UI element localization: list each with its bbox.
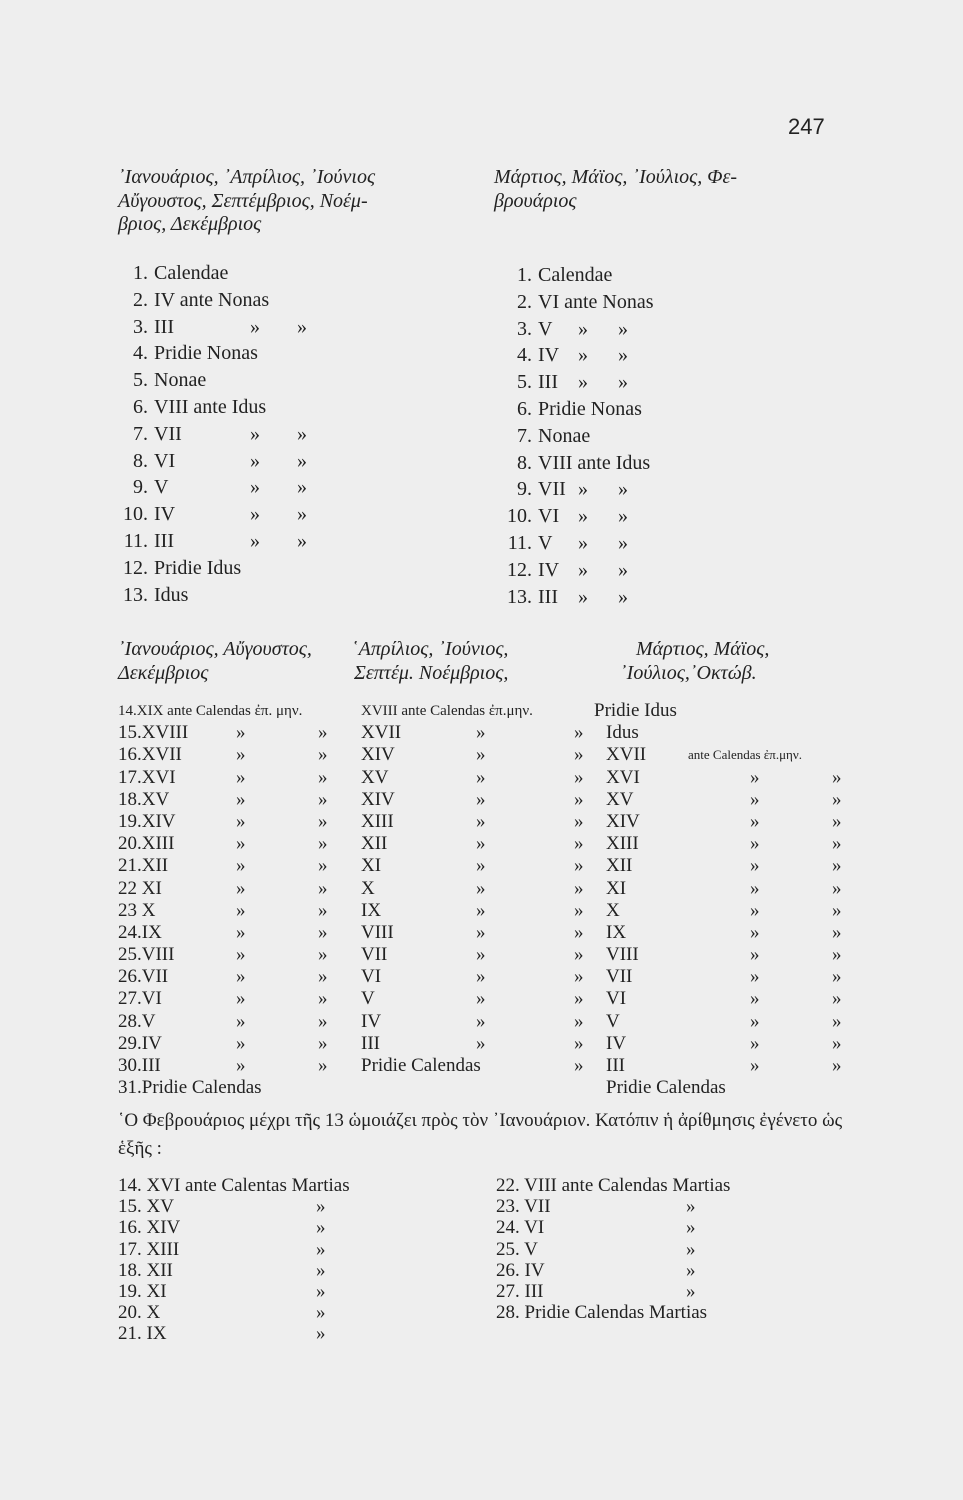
cell-col3: XIV bbox=[606, 810, 640, 832]
day-label: VI bbox=[538, 505, 560, 528]
ditto-mark: » bbox=[318, 1010, 328, 1032]
february-left: 14. XVI ante Calentas Martias bbox=[118, 1175, 350, 1196]
list-item bbox=[100, 260, 269, 287]
heading-line: ᾿Ιανουάριος, Αὔγουστος, bbox=[118, 638, 312, 660]
ditto-mark: » bbox=[476, 899, 486, 921]
ditto-mark: » bbox=[574, 1010, 584, 1032]
day-label: Nonae bbox=[154, 369, 207, 392]
ditto-mark: » bbox=[574, 921, 584, 943]
ditto-mark: » bbox=[578, 505, 588, 528]
ditto-mark: » bbox=[476, 1032, 486, 1054]
february-right: 23. VII bbox=[496, 1196, 551, 1218]
february-left: 18. XII bbox=[118, 1259, 173, 1281]
ditto-mark: » bbox=[578, 371, 588, 394]
list-item bbox=[484, 450, 654, 477]
february-left: 19. XI bbox=[118, 1280, 167, 1302]
list-item bbox=[100, 287, 269, 314]
ditto-mark: » bbox=[578, 531, 588, 554]
day-number: 13. bbox=[123, 583, 148, 606]
ditto-mark: » bbox=[318, 833, 328, 855]
ditto-mark: » bbox=[686, 1280, 696, 1302]
ditto-mark: » bbox=[574, 788, 584, 810]
ditto-mark: » bbox=[618, 371, 628, 394]
ditto-mark: » bbox=[832, 855, 842, 877]
cell-col1: 16.XVII bbox=[118, 744, 182, 766]
ditto-mark: » bbox=[574, 1055, 584, 1076]
list-item bbox=[100, 421, 307, 448]
ditto-mark: » bbox=[832, 833, 842, 855]
february-left: 15. XV bbox=[118, 1196, 174, 1218]
heading-line: Δεκέμβριος bbox=[118, 661, 209, 684]
ditto-mark: » bbox=[574, 810, 584, 832]
ditto-mark: » bbox=[318, 810, 328, 832]
day-label: Pridie Idus bbox=[154, 556, 242, 579]
day-number: 9. bbox=[517, 478, 532, 501]
ditto-mark: » bbox=[250, 529, 260, 552]
ditto-mark: » bbox=[476, 921, 486, 943]
ditto-mark: » bbox=[750, 833, 760, 855]
cell-col3: III bbox=[606, 1055, 625, 1076]
ditto-mark: » bbox=[832, 944, 842, 966]
day-label: Nonae bbox=[538, 424, 591, 447]
february-left: 17. XIII bbox=[118, 1238, 180, 1260]
ditto-mark: » bbox=[318, 988, 328, 1010]
cell-col3: Idus bbox=[606, 722, 639, 744]
ditto-mark: » bbox=[574, 833, 584, 855]
day-number: 6. bbox=[517, 397, 532, 420]
ditto-mark: » bbox=[476, 855, 486, 877]
ditto-mark: » bbox=[618, 531, 628, 554]
ditto-mark: » bbox=[832, 766, 842, 788]
ditto-mark: » bbox=[578, 478, 588, 501]
ditto-mark: » bbox=[236, 766, 246, 788]
ditto-mark: » bbox=[686, 1238, 696, 1260]
list-item bbox=[100, 528, 307, 555]
day-label: VI ante Nonas bbox=[538, 290, 654, 313]
cell-col3: VII bbox=[606, 966, 633, 988]
ditto-mark: » bbox=[297, 422, 307, 445]
day-number: 5. bbox=[133, 369, 148, 392]
ditto-mark: » bbox=[476, 744, 486, 766]
ditto-mark: » bbox=[236, 966, 246, 988]
cell-col2: XVII bbox=[361, 722, 402, 744]
day-label: V bbox=[538, 317, 553, 340]
left-heading bbox=[118, 166, 375, 237]
cell-col1: 15.XVIII bbox=[118, 722, 189, 744]
right-heading bbox=[494, 166, 737, 213]
ditto-mark: » bbox=[316, 1196, 326, 1218]
cell-col3: XVII bbox=[606, 744, 647, 766]
day-label: IV bbox=[538, 558, 560, 581]
february-left: 16. XIV bbox=[118, 1217, 181, 1239]
ditto-mark: » bbox=[236, 899, 246, 921]
cell-col3: VIII bbox=[606, 944, 639, 966]
right-month-list bbox=[484, 262, 654, 610]
ditto-mark: » bbox=[236, 877, 246, 899]
cell-col3: Pridie Idus bbox=[594, 700, 677, 721]
cell-col3: X bbox=[606, 899, 620, 921]
cell-col3: V bbox=[606, 1010, 620, 1032]
ditto-mark: » bbox=[578, 585, 588, 608]
ditto-mark: » bbox=[236, 722, 246, 744]
ditto-mark: » bbox=[250, 476, 260, 499]
day-label: VI bbox=[154, 449, 176, 472]
left-month-list bbox=[100, 260, 307, 608]
ditto-mark: » bbox=[618, 317, 628, 340]
cell-col1: 19.XIV bbox=[118, 810, 176, 832]
ditto-mark: » bbox=[236, 988, 246, 1010]
day-number: 7. bbox=[133, 422, 148, 445]
cell-col3: IV bbox=[606, 1032, 627, 1054]
cell-col3: XI bbox=[606, 877, 627, 899]
list-item bbox=[100, 582, 269, 609]
list-item bbox=[100, 448, 307, 475]
cell-col2: III bbox=[361, 1032, 380, 1054]
ditto-mark: » bbox=[832, 966, 842, 988]
cell-col1: 24.IX bbox=[118, 921, 162, 943]
list-item bbox=[100, 394, 269, 421]
heading-line: ᾿Ιανουάριος, ᾿Απρίλιος, ᾿Ιούνιος bbox=[118, 166, 376, 188]
day-label: Calendae bbox=[538, 264, 613, 286]
day-number: 10. bbox=[123, 503, 148, 526]
list-item bbox=[484, 530, 654, 557]
cell-col2: XI bbox=[361, 855, 382, 877]
cell-col1: 29.IV bbox=[118, 1032, 162, 1054]
ditto-mark: » bbox=[750, 1010, 760, 1032]
ditto-mark: » bbox=[574, 877, 584, 899]
day-number: 3. bbox=[133, 315, 148, 338]
ditto-mark: » bbox=[618, 585, 628, 608]
ditto-mark: » bbox=[297, 449, 307, 472]
cell-col1: 28.V bbox=[118, 1010, 156, 1032]
cell-col2: Pridie Calendas bbox=[361, 1055, 481, 1076]
table-header-col1 bbox=[118, 638, 312, 685]
ditto-mark: » bbox=[236, 810, 246, 832]
day-number: 8. bbox=[133, 449, 148, 472]
ditto-mark: » bbox=[316, 1217, 326, 1239]
day-number: 3. bbox=[517, 317, 532, 340]
day-label: IV bbox=[154, 503, 176, 526]
cell-col1: 27.VI bbox=[118, 988, 162, 1010]
day-number: 2. bbox=[133, 288, 148, 311]
day-number: 4. bbox=[517, 344, 532, 367]
cell-col3: IX bbox=[606, 921, 627, 943]
cell-col3: XII bbox=[606, 855, 633, 877]
day-label: III bbox=[538, 585, 558, 608]
ditto-mark: » bbox=[297, 503, 307, 526]
ditto-mark: » bbox=[476, 833, 486, 855]
day-number: 1. bbox=[133, 262, 148, 284]
cell-col3-note: ante Calendas ἐπ.μην. bbox=[688, 747, 802, 763]
ditto-mark: » bbox=[316, 1238, 326, 1260]
ditto-mark: » bbox=[318, 1032, 328, 1054]
ditto-mark: » bbox=[574, 744, 584, 766]
cell-col2: XIV bbox=[361, 744, 395, 766]
ditto-mark: » bbox=[318, 744, 328, 766]
heading-line: ῾Απρίλιος, ᾿Ιούνιος, bbox=[352, 638, 509, 660]
day-number: 11. bbox=[123, 529, 148, 552]
ditto-mark: » bbox=[832, 1032, 842, 1054]
list-item bbox=[100, 367, 269, 394]
ditto-mark: » bbox=[750, 1032, 760, 1054]
ditto-mark: » bbox=[476, 966, 486, 988]
day-label: III bbox=[538, 371, 558, 394]
ditto-mark: » bbox=[236, 1055, 246, 1076]
ditto-mark: » bbox=[476, 944, 486, 966]
ditto-mark: » bbox=[318, 944, 328, 966]
day-number: 11. bbox=[507, 531, 532, 554]
ditto-mark: » bbox=[250, 503, 260, 526]
ditto-mark: » bbox=[832, 788, 842, 810]
ditto-mark: » bbox=[318, 921, 328, 943]
day-label: VIII ante Idus bbox=[154, 395, 267, 418]
february-right: 24. VI bbox=[496, 1217, 545, 1239]
cell-col3: XV bbox=[606, 788, 634, 810]
ditto-mark: » bbox=[574, 988, 584, 1010]
ditto-mark: » bbox=[750, 944, 760, 966]
ditto-mark: » bbox=[750, 766, 760, 788]
ditto-mark: » bbox=[318, 788, 328, 810]
ditto-mark: » bbox=[236, 1010, 246, 1032]
list-item bbox=[484, 423, 654, 450]
ditto-mark: » bbox=[316, 1323, 326, 1345]
ditto-mark: » bbox=[686, 1259, 696, 1281]
cell-col2: VII bbox=[361, 944, 388, 966]
day-number: 7. bbox=[517, 424, 532, 447]
ditto-mark: » bbox=[318, 855, 328, 877]
ditto-mark: » bbox=[578, 558, 588, 581]
ditto-mark: » bbox=[750, 855, 760, 877]
ditto-mark: » bbox=[750, 988, 760, 1010]
february-right: 28. Pridie Calendas Martias bbox=[496, 1302, 708, 1324]
ditto-mark: » bbox=[297, 315, 307, 338]
ditto-mark: » bbox=[318, 899, 328, 921]
ditto-mark: » bbox=[832, 810, 842, 832]
ditto-mark: » bbox=[476, 877, 486, 899]
cell-col2: XV bbox=[361, 766, 389, 788]
ditto-mark: » bbox=[578, 344, 588, 367]
february-left: 21. IX bbox=[118, 1323, 167, 1345]
cell-col3: Pridie Calendas bbox=[606, 1077, 726, 1099]
cell-col2: XII bbox=[361, 833, 388, 855]
cell-col2: VI bbox=[361, 966, 382, 988]
heading-line: Σεπτέμ. Νοέμβριος, bbox=[354, 661, 509, 684]
ditto-mark: » bbox=[750, 899, 760, 921]
day-label: VII bbox=[538, 478, 566, 501]
day-number: 1. bbox=[517, 264, 532, 286]
ditto-mark: » bbox=[686, 1217, 696, 1239]
cell-col1: 22 XI bbox=[118, 877, 162, 899]
ditto-mark: » bbox=[832, 899, 842, 921]
ditto-mark: » bbox=[250, 449, 260, 472]
ditto-mark: » bbox=[574, 899, 584, 921]
cell-col2: V bbox=[361, 988, 375, 1010]
ditto-mark: » bbox=[316, 1280, 326, 1302]
cell-col1: 23 X bbox=[118, 899, 156, 921]
day-label: VII bbox=[154, 422, 182, 445]
cell-col1: 20.XIII bbox=[118, 833, 175, 855]
list-item bbox=[484, 262, 654, 289]
ditto-mark: » bbox=[236, 833, 246, 855]
ditto-mark: » bbox=[297, 529, 307, 552]
cell-col1: 30.III bbox=[118, 1055, 161, 1076]
day-number: 10. bbox=[507, 505, 532, 528]
ditto-mark: » bbox=[574, 966, 584, 988]
cell-col2: XIII bbox=[361, 810, 394, 832]
list-item bbox=[484, 289, 654, 316]
ditto-mark: » bbox=[297, 476, 307, 499]
day-label: Pridie Nonas bbox=[538, 397, 642, 420]
ditto-mark: » bbox=[832, 921, 842, 943]
ditto-mark: » bbox=[250, 315, 260, 338]
ditto-mark: » bbox=[318, 966, 328, 988]
ditto-mark: » bbox=[578, 317, 588, 340]
ditto-mark: » bbox=[618, 478, 628, 501]
ditto-mark: » bbox=[236, 1032, 246, 1054]
ditto-mark: » bbox=[316, 1302, 326, 1324]
cell-col2: XIV bbox=[361, 788, 395, 810]
ditto-mark: » bbox=[618, 344, 628, 367]
day-label: Idus bbox=[154, 583, 189, 606]
list-item bbox=[484, 396, 654, 423]
day-number: 5. bbox=[517, 371, 532, 394]
cell-col2: XVIII ante Calendas ἐπ.μην. bbox=[361, 703, 533, 719]
day-label: IV ante Nonas bbox=[154, 288, 270, 311]
cell-col1: 17.XVI bbox=[118, 766, 176, 788]
ditto-mark: » bbox=[316, 1259, 326, 1281]
ditto-mark: » bbox=[750, 1055, 760, 1076]
cell-col3: VI bbox=[606, 988, 627, 1010]
day-number: 8. bbox=[517, 451, 532, 474]
day-label: III bbox=[154, 315, 174, 338]
ditto-mark: » bbox=[574, 855, 584, 877]
ditto-mark: » bbox=[476, 766, 486, 788]
ditto-mark: » bbox=[686, 1196, 696, 1218]
table-header-col2 bbox=[352, 638, 508, 685]
cell-col1: 26.VII bbox=[118, 966, 169, 988]
ditto-mark: » bbox=[318, 1055, 328, 1076]
list-item bbox=[484, 369, 654, 396]
ditto-mark: » bbox=[236, 944, 246, 966]
february-left: 20. X bbox=[118, 1302, 161, 1324]
day-number: 12. bbox=[507, 558, 532, 581]
ditto-mark: » bbox=[476, 788, 486, 810]
ditto-mark: » bbox=[318, 877, 328, 899]
day-label: V bbox=[154, 476, 169, 499]
day-label: V bbox=[538, 531, 553, 554]
list-item bbox=[100, 474, 307, 501]
february-right: 27. III bbox=[496, 1280, 544, 1302]
ditto-mark: » bbox=[250, 422, 260, 445]
list-item bbox=[484, 503, 654, 530]
ditto-mark: » bbox=[574, 722, 584, 744]
day-label: Pridie Nonas bbox=[154, 342, 258, 365]
cell-col3: XVI bbox=[606, 766, 640, 788]
list-item bbox=[484, 476, 654, 503]
day-number: 2. bbox=[517, 290, 532, 313]
cell-col1: 31.Pridie Calendas bbox=[118, 1077, 262, 1099]
ditto-mark: » bbox=[574, 1032, 584, 1054]
heading-line: βρουάριος bbox=[494, 189, 577, 212]
ditto-mark: » bbox=[832, 1010, 842, 1032]
ditto-mark: » bbox=[832, 988, 842, 1010]
heading-line: Μάρτιος, Μάϊος, ᾿Ιούλιος, Φε- bbox=[494, 166, 738, 188]
list-item bbox=[484, 342, 654, 369]
cell-col1: 21.XII bbox=[118, 855, 169, 877]
ditto-mark: » bbox=[236, 921, 246, 943]
february-right: 26. IV bbox=[496, 1259, 545, 1281]
heading-line: ᾿Ιούλιος,᾿Οκτώβ. bbox=[620, 661, 757, 684]
ditto-mark: » bbox=[476, 1010, 486, 1032]
cell-col1: 14.XIX ante Calendas ἐπ. μην. bbox=[118, 703, 303, 719]
ditto-mark: » bbox=[750, 877, 760, 899]
list-item bbox=[484, 557, 654, 584]
ditto-mark: » bbox=[750, 921, 760, 943]
ditto-mark: » bbox=[618, 505, 628, 528]
day-number: 12. bbox=[123, 556, 148, 579]
ditto-mark: » bbox=[618, 558, 628, 581]
ditto-mark: » bbox=[832, 877, 842, 899]
ditto-mark: » bbox=[750, 810, 760, 832]
cell-col2: X bbox=[361, 877, 375, 899]
list-item bbox=[484, 316, 654, 343]
ditto-mark: » bbox=[832, 1055, 842, 1076]
ditto-mark: » bbox=[574, 766, 584, 788]
ditto-mark: » bbox=[476, 722, 486, 744]
cell-col1: 18.XV bbox=[118, 788, 170, 810]
day-label: III bbox=[154, 529, 174, 552]
ditto-mark: » bbox=[236, 744, 246, 766]
heading-line: Αὔγουστος, Σεπτέμβριος, Νοέμ- bbox=[118, 189, 368, 212]
day-number: 13. bbox=[507, 585, 532, 608]
heading-line: βριος, Δεκέμβριος bbox=[118, 213, 262, 236]
ditto-mark: » bbox=[574, 944, 584, 966]
february-note: ῾Ο Φεβρουάριος μέχρι τῆς 13 ὡμοιάζει πρὸς τὸν ᾿Ιανουάριον. Κατόπιν ἡ ἀρίθμησις ἐγένετο ὡς ἑξῆς : bbox=[118, 1110, 843, 1159]
cell-col3: XIII bbox=[606, 833, 639, 855]
list-item bbox=[100, 314, 307, 341]
ditto-mark: » bbox=[318, 766, 328, 788]
table-header-col3 bbox=[606, 638, 769, 685]
february-right: 25. V bbox=[496, 1238, 538, 1260]
list-item bbox=[484, 584, 654, 611]
february-right: 22. VIII ante Calendas Martias bbox=[496, 1175, 731, 1196]
cell-col2: IV bbox=[361, 1010, 382, 1032]
ditto-mark: » bbox=[750, 966, 760, 988]
cell-col2: IX bbox=[361, 899, 382, 921]
ditto-mark: » bbox=[318, 722, 328, 744]
page-number: 247 bbox=[788, 114, 825, 139]
ditto-mark: » bbox=[236, 855, 246, 877]
cell-col1: 25.VIII bbox=[118, 944, 175, 966]
day-label: VIII ante Idus bbox=[538, 451, 651, 474]
day-number: 9. bbox=[133, 476, 148, 499]
day-number: 6. bbox=[133, 395, 148, 418]
cell-col2: VIII bbox=[361, 921, 394, 943]
day-number: 4. bbox=[133, 342, 148, 365]
list-item bbox=[100, 340, 269, 367]
list-item bbox=[100, 555, 269, 582]
day-label: Calendae bbox=[154, 262, 229, 284]
day-label: IV bbox=[538, 344, 560, 367]
list-item bbox=[100, 501, 307, 528]
ditto-mark: » bbox=[236, 788, 246, 810]
ditto-mark: » bbox=[476, 988, 486, 1010]
ditto-mark: » bbox=[476, 810, 486, 832]
ditto-mark: » bbox=[750, 788, 760, 810]
heading-line: Μάρτιος, Μάϊος, bbox=[636, 638, 770, 660]
